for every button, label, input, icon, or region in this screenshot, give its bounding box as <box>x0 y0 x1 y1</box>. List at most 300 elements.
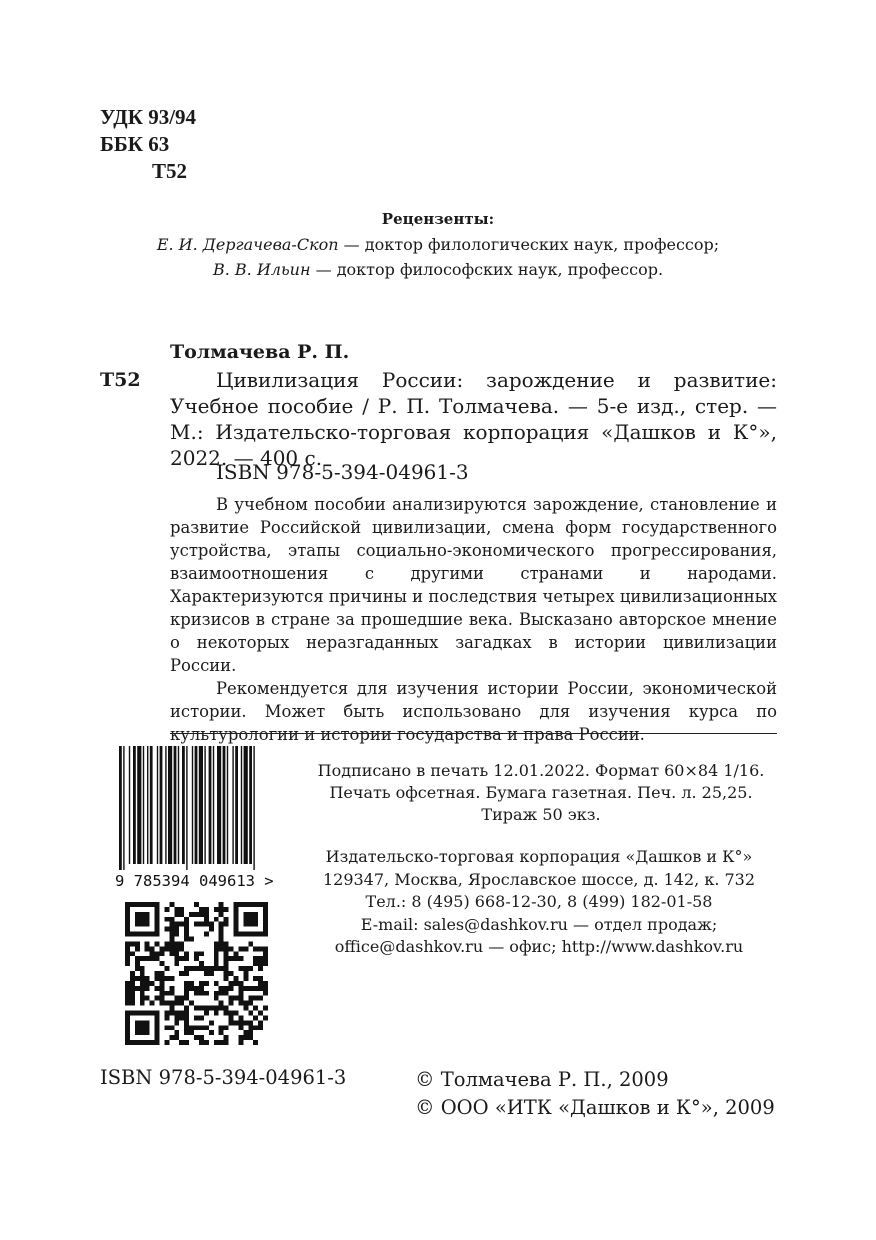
qr-module <box>229 986 234 991</box>
qr-module <box>199 1035 204 1040</box>
qr-module <box>258 1025 263 1030</box>
reviewer-name: В. В. Ильин <box>212 260 311 279</box>
qr-module <box>145 976 150 981</box>
qr-module <box>258 996 263 1001</box>
publisher-name: Издательско-торговая корпорация «Дашков и К°» <box>325 847 753 866</box>
barcode-bar <box>204 746 205 864</box>
reviewer-line <box>0 232 876 257</box>
book-isbn: ISBN 978-5-394-04961-3 <box>216 460 469 484</box>
qr-module <box>219 912 224 917</box>
qr-module <box>204 991 209 996</box>
qr-module <box>233 951 238 956</box>
qr-module <box>164 1010 169 1015</box>
qr-module <box>174 932 179 937</box>
qr-module <box>130 981 135 986</box>
qr-module <box>160 971 165 976</box>
qr-module <box>135 976 140 981</box>
qr-module <box>140 986 145 991</box>
qr-module <box>219 902 224 907</box>
qr-module <box>199 922 204 927</box>
qr-module <box>204 981 209 986</box>
qr-module <box>164 1015 169 1020</box>
qr-module <box>184 981 189 986</box>
qr-module <box>229 1010 234 1015</box>
qr-module <box>169 1006 174 1011</box>
qr-module <box>263 946 268 951</box>
qr-module <box>184 917 189 922</box>
qr-module <box>204 922 209 927</box>
qr-module <box>233 996 238 1001</box>
qr-module <box>258 946 263 951</box>
qr-module <box>263 1015 268 1020</box>
qr-module <box>150 951 155 956</box>
qr-module <box>229 996 234 1001</box>
qr-module <box>184 1040 189 1045</box>
divider <box>170 733 777 734</box>
qr-module <box>214 956 219 961</box>
qr-module <box>179 1015 184 1020</box>
qr-module <box>253 976 258 981</box>
qr-module <box>194 902 199 907</box>
reviewer-line <box>0 257 876 282</box>
footer-isbn: ISBN 978-5-394-04961-3 <box>100 1066 347 1089</box>
qr-module <box>229 956 234 961</box>
qr-module <box>174 922 179 927</box>
qr-module <box>224 951 229 956</box>
qr-module <box>140 996 145 1001</box>
qr-module <box>179 956 184 961</box>
qr-module <box>238 956 243 961</box>
qr-module <box>248 966 253 971</box>
qr-module <box>125 986 130 991</box>
qr-module <box>243 1006 248 1011</box>
publisher-email: E-mail: sales@dashkov.ru — отдел продаж; <box>360 914 718 934</box>
qr-module <box>125 956 130 961</box>
qr-module <box>140 981 145 986</box>
barcode-bar <box>227 746 228 864</box>
barcode-bar <box>160 746 163 864</box>
barcode-bar <box>195 746 198 864</box>
qr-module <box>145 981 150 986</box>
barcode-bar <box>209 746 212 864</box>
qr-module <box>258 1010 263 1015</box>
qr-module <box>238 1035 243 1040</box>
qr-module <box>248 1001 253 1006</box>
qr-module <box>248 986 253 991</box>
qr-module <box>243 1030 248 1035</box>
qr-module <box>233 1020 238 1025</box>
barcode-bar <box>249 746 252 864</box>
qr-module <box>238 1020 243 1025</box>
qr-module <box>150 981 155 986</box>
qr-module <box>224 1025 229 1030</box>
qr-module <box>233 902 238 937</box>
qr-module <box>258 976 263 981</box>
qr-module <box>209 966 214 971</box>
copyright-line: © ООО «ИТК «Дашков и К°», 2009 <box>415 1096 775 1119</box>
qr-module <box>184 927 189 932</box>
book-author: Толмачева Р. П. <box>170 341 350 363</box>
qr-module <box>243 1020 248 1025</box>
qr-module <box>199 961 204 966</box>
qr-module <box>140 991 145 996</box>
qr-module <box>224 956 229 961</box>
qr-module <box>243 986 248 991</box>
qr-module <box>209 1020 214 1025</box>
qr-module <box>224 986 229 991</box>
qr-module <box>164 1025 169 1030</box>
qr-module <box>199 966 204 971</box>
qr-module <box>145 956 150 961</box>
qr-module <box>164 1001 169 1006</box>
qr-module <box>194 951 199 956</box>
qr-module <box>130 971 135 976</box>
qr-module <box>155 971 160 976</box>
barcode-bar <box>199 746 203 864</box>
qr-module <box>253 946 258 951</box>
qr-module <box>219 986 224 991</box>
qr-module <box>135 1020 150 1035</box>
qr-module <box>179 907 184 912</box>
reviewer-desc: — доктор филологических наук, профессор; <box>338 235 720 254</box>
barcode-bar <box>217 746 221 864</box>
qr-module <box>204 1010 209 1015</box>
qr-module <box>248 1035 253 1040</box>
qr-module <box>155 951 160 956</box>
qr-module <box>145 941 150 946</box>
reviewers-heading: Рецензенты: <box>381 210 495 228</box>
qr-module <box>224 917 229 922</box>
barcode-bar <box>157 746 158 864</box>
qr-module <box>169 1010 174 1015</box>
qr-module <box>219 927 224 932</box>
qr-module <box>189 981 194 986</box>
qr-module <box>253 1040 258 1045</box>
qr-module <box>219 1030 224 1035</box>
qr-module <box>194 1025 199 1030</box>
qr-module <box>209 1030 214 1035</box>
qr-module <box>174 1010 179 1015</box>
qr-module <box>155 956 160 961</box>
qr-module <box>194 1015 199 1020</box>
qr-module <box>214 961 219 966</box>
qr-module <box>155 941 160 946</box>
qr-module <box>135 966 140 971</box>
qr-module <box>194 956 199 961</box>
reviewer-name: Е. И. Дергачева-Скоп <box>156 235 339 254</box>
barcode-bar <box>213 746 214 864</box>
qr-module <box>224 1010 229 1015</box>
qr-module <box>174 1001 179 1006</box>
qr-module <box>224 976 229 981</box>
qr-module <box>184 1010 189 1015</box>
barcode-bar <box>168 746 172 864</box>
qr-module <box>174 946 179 951</box>
qr-module <box>233 976 238 981</box>
qr-module <box>179 1010 184 1015</box>
qr-module <box>258 981 263 986</box>
qr-module <box>169 986 174 991</box>
qr-module <box>233 1010 238 1015</box>
qr-module <box>248 1010 253 1015</box>
qr-module <box>194 986 199 991</box>
qr-module <box>140 976 145 981</box>
qr-module <box>140 1001 145 1006</box>
barcode-bar <box>235 746 238 864</box>
barcode-bar <box>165 746 166 864</box>
copyright-line: © Толмачева Р. П., 2009 <box>415 1068 669 1091</box>
qr-module <box>169 932 174 937</box>
reviewers-block <box>0 207 876 282</box>
qr-module <box>125 996 130 1001</box>
qr-module <box>199 951 204 956</box>
qr-module <box>160 951 165 956</box>
qr-module <box>174 996 179 1001</box>
qr-module <box>169 1035 174 1040</box>
barcode-bar <box>143 746 144 864</box>
qr-module <box>219 1025 224 1030</box>
qr-module <box>135 946 140 951</box>
qr-module <box>248 1020 253 1025</box>
qr-module <box>125 961 130 966</box>
qr-module <box>238 1040 243 1045</box>
qr-module <box>155 996 160 1001</box>
qr-module <box>229 1020 234 1025</box>
qr-module <box>184 1030 189 1035</box>
qr-module <box>214 917 219 922</box>
qr-module <box>125 951 130 956</box>
qr-module <box>263 981 268 986</box>
qr-module <box>229 946 234 951</box>
qr-module <box>238 1015 243 1020</box>
qr-module <box>224 946 229 951</box>
qr-module <box>164 1040 169 1045</box>
qr-module <box>238 946 243 951</box>
qr-module <box>125 941 130 946</box>
qr-module <box>258 956 263 961</box>
qr-module <box>174 927 179 932</box>
annotation <box>170 493 777 746</box>
qr-module <box>130 986 135 991</box>
qr-module <box>135 941 140 946</box>
qr-module <box>125 1010 160 1015</box>
qr-module <box>243 971 248 976</box>
qr-module <box>199 981 204 986</box>
qr-module <box>184 1006 189 1011</box>
qr-module <box>214 966 219 971</box>
qr-module <box>263 902 268 937</box>
qr-module <box>248 1030 253 1035</box>
qr-module <box>194 1035 199 1040</box>
qr-module <box>263 961 268 966</box>
qr-module <box>184 1025 189 1030</box>
qr-module <box>258 986 263 991</box>
qr-module <box>224 991 229 996</box>
qr-module <box>179 946 184 951</box>
printing-info <box>316 760 766 826</box>
qr-module <box>214 907 219 912</box>
qr-module <box>184 1015 189 1020</box>
barcode-bar <box>174 746 177 864</box>
qr-module <box>204 932 209 937</box>
copyright-block <box>415 1066 775 1122</box>
qr-module <box>214 1010 219 1015</box>
qr-module <box>169 991 174 996</box>
reviewer-desc: — доктор философских наук, профессор. <box>310 260 664 279</box>
qr-module <box>224 1006 229 1011</box>
barcode-bar <box>123 746 124 870</box>
qr-module <box>248 941 253 946</box>
qr-module <box>150 946 155 951</box>
qr-module <box>229 981 234 986</box>
qr-module <box>253 986 258 991</box>
qr-module <box>199 991 204 996</box>
qr-module <box>164 907 169 912</box>
qr-module <box>169 951 174 956</box>
qr-module <box>224 1035 229 1040</box>
qr-module <box>238 991 243 996</box>
qr-module <box>130 951 135 956</box>
qr-module <box>209 1006 214 1011</box>
publisher-office: office@dashkov.ru — офис; http://www.dashkov.ru <box>334 937 744 956</box>
qr-module <box>214 951 219 956</box>
qr-module <box>263 1006 268 1011</box>
qr-module <box>179 971 184 976</box>
qr-module <box>169 1025 174 1030</box>
qr-module <box>194 922 199 927</box>
qr-module <box>174 907 179 912</box>
qr-module <box>140 966 145 971</box>
qr-module <box>204 971 209 976</box>
qr-module <box>219 1006 224 1011</box>
qr-module <box>164 917 169 922</box>
qr-module <box>238 981 243 986</box>
qr-module <box>204 912 209 917</box>
qr-module <box>125 946 130 951</box>
qr-module <box>184 996 189 1001</box>
qr-module <box>164 946 169 951</box>
qr-module <box>184 937 189 942</box>
qr-module <box>214 981 219 986</box>
qr-module <box>209 971 214 976</box>
qr-module <box>199 1015 204 1020</box>
qr-module <box>199 1040 204 1045</box>
barcode-bar <box>129 746 130 864</box>
qr-module <box>204 966 209 971</box>
qr-module <box>243 966 248 971</box>
qr-module <box>160 991 165 996</box>
qr-module <box>135 961 140 966</box>
qr-module <box>145 946 150 951</box>
barcode-bar <box>253 746 254 870</box>
qr-module <box>219 907 224 912</box>
qr-module <box>179 922 184 927</box>
qr-module <box>184 991 189 996</box>
qr-code <box>125 902 268 1045</box>
qr-module <box>238 996 243 1001</box>
qr-module <box>169 922 174 927</box>
qr-module <box>130 1001 135 1006</box>
barcode-bar <box>241 746 242 864</box>
qr-module <box>199 907 204 912</box>
qr-module <box>140 956 145 961</box>
qr-module <box>135 912 150 927</box>
qr-module <box>233 981 238 986</box>
qr-module <box>125 902 160 907</box>
qr-module <box>224 941 229 946</box>
qr-module <box>233 956 238 961</box>
qr-module <box>219 922 224 927</box>
qr-module <box>169 946 174 951</box>
qr-module <box>253 956 258 961</box>
qr-module <box>253 1025 258 1030</box>
qr-module <box>219 1040 224 1045</box>
qr-module <box>189 937 194 942</box>
qr-module <box>169 937 174 942</box>
barcode-bar <box>133 746 136 864</box>
qr-module <box>160 996 165 1001</box>
publisher-address: 129347, Москва, Ярославское шоссе, д. 142, к. 732 <box>322 869 756 889</box>
barcode-bar <box>150 746 153 864</box>
qr-module <box>179 912 184 917</box>
printing-line: Тираж 50 экз. <box>481 805 601 824</box>
qr-module <box>174 961 179 966</box>
annotation-paragraph: Рекомендуется для изучения истории России, экономической истории. Может быть использовано для изучения курса по культурологии и истории государства и права России. <box>170 679 777 744</box>
qr-module <box>184 956 189 961</box>
publisher-info <box>312 846 766 959</box>
qr-module <box>209 927 214 932</box>
barcode-bar <box>182 746 185 864</box>
qr-module <box>219 941 224 946</box>
qr-module <box>164 991 169 996</box>
qr-module <box>184 966 189 971</box>
qr-module <box>199 1006 204 1011</box>
qr-module <box>160 981 165 986</box>
qr-module <box>184 986 189 991</box>
qr-module <box>199 1025 204 1030</box>
qr-module <box>194 912 199 917</box>
qr-module <box>179 1001 184 1006</box>
qr-module <box>204 917 209 922</box>
barcode-bar <box>119 746 122 870</box>
qr-module <box>125 1010 130 1045</box>
qr-module <box>263 986 268 991</box>
qr-module <box>248 1025 253 1030</box>
qr-module <box>174 941 179 946</box>
qr-module <box>224 966 229 971</box>
qr-module <box>194 966 199 971</box>
qr-module <box>243 1001 248 1006</box>
qr-module <box>214 941 219 946</box>
qr-module <box>233 902 268 907</box>
qr-module <box>219 946 224 951</box>
qr-module <box>140 971 145 976</box>
qr-module <box>189 912 194 917</box>
qr-module <box>214 996 219 1001</box>
qr-module <box>169 1001 174 1006</box>
author-mark: Т52 <box>152 159 188 183</box>
qr-module <box>219 1001 224 1006</box>
barcode-bar <box>147 746 148 864</box>
qr-module <box>169 941 174 946</box>
qr-module <box>184 971 189 976</box>
qr-module <box>238 1001 243 1006</box>
qr-module <box>184 951 189 956</box>
qr-module <box>238 986 243 991</box>
qr-module <box>253 961 258 966</box>
qr-module <box>174 1020 179 1025</box>
qr-module <box>224 971 229 976</box>
